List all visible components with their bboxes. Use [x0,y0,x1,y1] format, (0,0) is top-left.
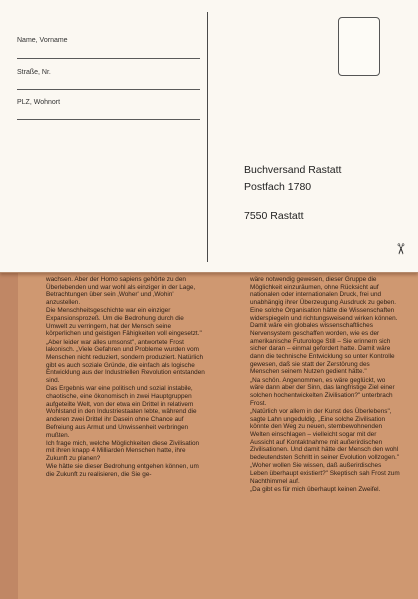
reply-postcard [0,0,418,273]
article-column-right [250,276,400,494]
city-line [17,119,200,120]
name-line [17,58,200,59]
article-paragraph: wäre notwendig gewesen, dieser Gruppe die Möglichkeit einzuräumen, ohne Rücksicht auf nationalen oder internationalen Druck, frei und unabhängig ihrer Überzeugung Ausdruck zu geben. Eine solche Organisation hätte die Wissenschaften widerspiegeln und richtungsweisend wirken können. Damit wäre ein globales wissenschaftliches Nervensystem geschaffen worden, wie es der amerikanische Futurologe Still – Sie erinnern sich sicher daran – einmal gefordert hatte. Damit wäre dann die technische Entwicklung so unter Kontrolle gewesen, daß sie statt der Zerstörung des Menschen seinem Nutzen gedient hätte." [250,276,398,376]
article-column-left [46,276,206,479]
recipient-line-2: Postfach 1780 [244,181,312,193]
name-label: Name, Vorname [17,37,68,44]
page-edge [0,268,18,599]
recipient-line-1: Buchversand Rastatt [244,164,342,176]
article-paragraph: Ich frage mich, welche Möglichkeiten diese Zivilisation mit ihren knapp 4 Milliarden Menschen hatte, ihre Zukunft zu planen? [46,439,200,463]
article-paragraph: „Da gibt es für mich überhaupt keinen Zweifel. [250,485,381,493]
article-paragraph: wachsen. Aber der Homo sapiens gehörte zu den Überlebenden und war wohl als einziger in der Lage, Betrachtungen über sein ‚Woher' und ‚Wohin' anzustellen. [46,276,196,307]
article-paragraph: Die Menschheitsgeschichte war ein einziger Expansionsprozeß. Um die Bedrohung durch die Umwelt zu verringern, hat der Mensch seine körperlichen und geistigen Fähigkeiten voll eingesetzt." [46,307,202,338]
stamp-box [338,17,380,76]
scissors-icon: ✂ [391,242,409,256]
article-paragraph: Wie hätte sie dieser Bedrohung entgehen können, um die Zukunft zu realisieren, die Sie ge- [46,463,199,479]
city-label: PLZ, Wohnort [17,99,61,106]
street-label: Straße, Nr. [17,69,51,76]
article-paragraph: „Woher wollen Sie wissen, daß außerirdisches Leben überhaupt existiert?" Skeptisch sah Frost zum Nachthimmel auf. [250,462,400,485]
street-line [17,89,200,90]
article-paragraph: „Aber leider war alles umsonst", antwortete Frost lakonisch. „Viele Gefahren und Probleme wurden vom Menschen nicht reduziert, sondern produziert. Natürlich gibt es auch soziale Gründe, die einfach als logische Entwicklung aus der Industriellen Revolution entstanden sind. [46,338,205,385]
article-paragraph: „Natürlich vor allem in der Kunst des Überlebens", sagte Lahn ungeduldig. „Eine solche Zivilisation könnte den Weg zu neuen, stembewohnenden Welten einschlagen – vielleicht sogar mit der Aussicht auf Kontaktnahme mit außerirdischen Zivilisationen. Und damit hätte der Mensch den wohl bedeutendsten Schritt in seiner Evolution vollzogen." [250,407,399,462]
recipient-line-3: 7550 Rastatt [244,210,304,222]
card-divider [207,12,208,262]
article-paragraph: „Na schön. Angenommen, es wäre geglückt, wo wäre dann aber der Sinn, das langfristige Ziel einer solchen hochentwickelten Zivilisation?" unterbrach Frost. [250,376,395,407]
article-paragraph: Das Ergebnis war eine politisch und sozial instabile, chaotische, eine ökonomisch in zwei Hauptgruppen aufgeteilte Welt, von der etwa ein Drittel in relativem Wohlstand in den Industriestaaten lebte, während die anderen zwei Drittel ihr Dasein ohne Chance auf Befreiung aus Armut und Unwissenheit verbringen mußten. [46,385,197,439]
